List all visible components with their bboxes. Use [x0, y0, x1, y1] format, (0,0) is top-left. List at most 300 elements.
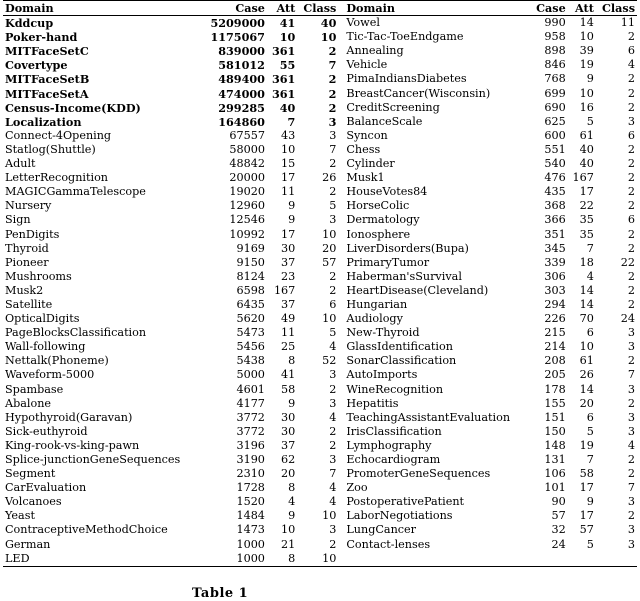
cell-att-right: 61: [579, 354, 594, 368]
cell-class-left: 10: [320, 30, 337, 45]
cell-att-right: 57: [579, 523, 594, 537]
cell-class-left: 6: [329, 297, 337, 311]
cell-att-left: 10: [281, 142, 296, 156]
cell-domain-right: GlassIdentification: [346, 340, 453, 354]
cell-class-right: 3: [627, 340, 635, 354]
cell-domain-right: Lymphography: [346, 438, 432, 452]
cell-class-right: 3: [627, 326, 635, 340]
cell-case-left: 9150: [236, 255, 265, 269]
cell-case-left: 839000: [218, 44, 265, 59]
cell-domain-left: CarEvaluation: [5, 481, 87, 495]
cell-domain-right: Echocardiogram: [346, 453, 441, 466]
cell-domain-left: Nursery: [5, 199, 52, 213]
cell-domain-right: Vowel: [346, 16, 380, 30]
cell-att-right: 61: [579, 128, 594, 142]
empty-cell: [596, 552, 637, 567]
header-case-right: Case: [536, 1, 566, 15]
cell-class-left: 40: [320, 16, 337, 31]
cell-domain-left: Localization: [5, 114, 82, 129]
cell-att-left: 21: [281, 537, 296, 551]
cell-class-left: 10: [322, 551, 337, 565]
cell-class-right: 6: [627, 128, 635, 142]
cell-domain-left: MITFaceSetC: [5, 44, 89, 59]
cell-case-left: 474000: [218, 86, 265, 101]
cell-att-left: 4: [288, 495, 296, 509]
cell-domain-right: HeartDisease(Cleveland): [346, 283, 489, 297]
table-row: [3, 326, 637, 340]
cell-domain-left: ContraceptiveMethodChoice: [5, 523, 168, 537]
cell-class-left: 2: [329, 269, 337, 283]
cell-att-right: 16: [579, 100, 594, 114]
cell-case-left: 5620: [236, 312, 265, 326]
table-row: [3, 383, 637, 397]
cell-domain-right: Vehicle: [346, 58, 388, 72]
cell-att-right: 40: [579, 157, 594, 171]
cell-att-right: 40: [579, 142, 594, 156]
cell-case-left: 6598: [236, 283, 265, 297]
cell-class-right: 2: [627, 241, 635, 255]
cell-case-right: 131: [544, 453, 566, 466]
cell-domain-left: Spambase: [5, 382, 64, 396]
cell-class-right: 2: [627, 86, 635, 100]
cell-domain-right: LungCancer: [346, 523, 417, 537]
table-row: [3, 552, 637, 567]
cell-att-right: 5: [586, 114, 594, 128]
cell-case-right: 32: [551, 523, 566, 537]
cell-case-right: 205: [544, 368, 566, 382]
cell-att-left: 20: [281, 467, 296, 481]
table-row: [3, 256, 637, 270]
table-row: [3, 30, 637, 44]
cell-class-left: 4: [329, 495, 337, 509]
table-caption: Table 1: [192, 586, 249, 601]
cell-case-right: 366: [544, 213, 566, 227]
cell-domain-left: Satellite: [5, 297, 53, 311]
cell-domain-left: OpticalDigits: [5, 312, 80, 326]
cell-domain-left: Pioneer: [5, 255, 49, 269]
cell-domain-left: Waveform-5000: [5, 368, 95, 382]
cell-att-left: 40: [279, 100, 296, 115]
cell-class-left: 4: [329, 410, 337, 424]
table-row: [3, 340, 637, 354]
cell-class-right: 6: [627, 213, 635, 227]
cell-class-left: 20: [322, 241, 337, 255]
cell-class-left: 5: [329, 199, 337, 213]
cell-case-left: 5000: [236, 368, 265, 382]
cell-domain-left: Sick-euthyroid: [5, 424, 88, 438]
cell-att-left: 9: [288, 509, 296, 523]
cell-class-right: 2: [627, 30, 635, 44]
cell-class-right: 2: [627, 227, 635, 241]
cell-class-left: 2: [329, 382, 337, 396]
table-row: [3, 411, 637, 425]
cell-att-left: 361: [271, 86, 296, 101]
cell-domain-left: Kddcup: [5, 16, 54, 31]
table-row: [3, 16, 637, 31]
cell-att-left: 11: [281, 326, 296, 340]
header-class-left: Class: [303, 1, 337, 15]
cell-att-left: 9: [288, 396, 296, 410]
cell-domain-right: PimaIndiansDiabetes: [346, 72, 467, 86]
cell-domain-left: Wall-following: [5, 340, 86, 354]
table-row: [3, 143, 637, 157]
table-row: [3, 228, 637, 242]
cell-att-left: 30: [281, 410, 296, 424]
cell-att-left: 9: [288, 213, 296, 227]
cell-att-left: 49: [281, 312, 296, 326]
cell-case-right: 150: [544, 424, 566, 438]
cell-att-right: 14: [579, 16, 594, 30]
cell-case-left: 299285: [218, 100, 265, 115]
cell-class-left: 5: [329, 326, 337, 340]
cell-class-right: 3: [627, 382, 635, 396]
table-row: [3, 185, 637, 199]
cell-att-right: 17: [579, 481, 594, 495]
cell-case-right: 600: [544, 128, 566, 142]
cell-domain-right: AutoImports: [346, 368, 418, 382]
table-row: [3, 44, 637, 58]
cell-domain-right: Annealing: [346, 44, 404, 58]
cell-class-right: 3: [627, 410, 635, 424]
cell-case-right: 101: [544, 481, 566, 495]
cell-class-left: 2: [329, 424, 337, 438]
cell-class-left: 4: [329, 340, 337, 354]
cell-case-left: 1520: [236, 495, 265, 509]
cell-domain-left: Abalone: [5, 396, 52, 410]
table-row: [3, 87, 637, 101]
table-row: [3, 481, 637, 495]
header-case-left: Case: [235, 1, 265, 15]
cell-att-right: 26: [579, 368, 594, 382]
header-domain-right: Domain: [346, 1, 395, 15]
cell-domain-left: Yeast: [5, 509, 35, 523]
cell-att-right: 4: [586, 269, 594, 283]
cell-att-left: 30: [281, 241, 296, 255]
cell-class-left: 3: [329, 213, 337, 227]
cell-domain-right: Ionosphere: [346, 227, 411, 241]
cell-att-left: 58: [281, 382, 296, 396]
cell-case-left: 1473: [236, 523, 265, 537]
cell-att-right: 10: [579, 30, 594, 44]
cell-domain-left: Splice-junctionGeneSequences: [5, 453, 181, 466]
cell-case-left: 1484: [236, 509, 265, 523]
cell-domain-right: Zoo: [346, 481, 368, 495]
cell-class-right: 2: [627, 72, 635, 86]
cell-case-right: 208: [544, 354, 566, 368]
cell-att-left: 37: [281, 438, 296, 452]
cell-case-left: 3772: [236, 424, 265, 438]
cell-case-right: 57: [551, 509, 566, 523]
datasets-table: [3, 0, 637, 567]
cell-case-right: 214: [544, 340, 566, 354]
cell-case-left: 9169: [236, 241, 265, 255]
cell-att-right: 70: [579, 312, 594, 326]
cell-class-left: 2: [329, 283, 337, 297]
cell-domain-left: LED: [5, 551, 30, 565]
cell-case-right: 846: [544, 58, 566, 72]
cell-att-right: 7: [586, 241, 594, 255]
cell-att-left: 62: [281, 453, 296, 466]
cell-case-right: 990: [544, 16, 566, 30]
cell-domain-right: HorseColic: [346, 199, 410, 213]
cell-domain-right: BreastCancer(Wisconsin): [346, 86, 491, 100]
cell-class-left: 7: [329, 142, 337, 156]
empty-cell: [568, 552, 596, 567]
cell-class-left: 26: [322, 171, 337, 185]
cell-class-right: 22: [620, 255, 635, 269]
cell-class-right: 3: [627, 424, 635, 438]
cell-class-left: 10: [322, 312, 337, 326]
cell-class-right: 3: [627, 114, 635, 128]
cell-att-right: 35: [579, 227, 594, 241]
cell-domain-right: CreditScreening: [346, 100, 440, 114]
cell-att-left: 15: [281, 157, 296, 171]
cell-domain-right: Musk1: [346, 171, 385, 185]
cell-att-right: 10: [579, 340, 594, 354]
cell-att-right: 167: [572, 171, 594, 185]
cell-att-left: 361: [271, 44, 296, 59]
cell-case-right: 690: [544, 100, 566, 114]
cell-domain-right: IrisClassification: [346, 424, 442, 438]
cell-domain-right: Syncon: [346, 128, 388, 142]
cell-class-left: 52: [322, 354, 337, 368]
cell-att-left: 361: [271, 72, 296, 87]
cell-att-left: 8: [288, 551, 296, 565]
cell-class-right: 2: [627, 396, 635, 410]
cell-case-left: 5438: [236, 354, 265, 368]
table-row: [3, 523, 637, 537]
cell-class-left: 2: [329, 157, 337, 171]
cell-case-right: 294: [544, 297, 566, 311]
cell-att-left: 41: [279, 16, 296, 31]
cell-att-right: 19: [579, 438, 594, 452]
cell-domain-right: Haberman'sSurvival: [346, 269, 462, 283]
cell-domain-left: Segment: [5, 467, 56, 481]
cell-class-right: 3: [627, 523, 635, 537]
cell-att-left: 23: [281, 269, 296, 283]
cell-case-right: 958: [544, 30, 566, 44]
cell-class-left: 7: [329, 467, 337, 481]
table-row: [3, 439, 637, 453]
table-row: [3, 397, 637, 411]
cell-case-right: 303: [544, 283, 566, 297]
cell-class-left: 3: [329, 523, 337, 537]
cell-class-right: 2: [627, 185, 635, 199]
cell-att-left: 43: [281, 128, 296, 142]
table-row: [3, 213, 637, 227]
header-row: [3, 1, 637, 16]
cell-class-right: 2: [627, 354, 635, 368]
cell-case-left: 67557: [229, 128, 265, 142]
cell-att-left: 30: [281, 424, 296, 438]
cell-class-right: 2: [627, 283, 635, 297]
cell-att-right: 9: [586, 72, 594, 86]
table-row: [3, 312, 637, 326]
cell-case-right: 178: [544, 382, 566, 396]
cell-case-left: 1000: [236, 537, 265, 551]
cell-domain-left: Mushrooms: [5, 269, 72, 283]
cell-att-left: 41: [281, 368, 296, 382]
cell-class-left: 7: [328, 58, 337, 73]
cell-att-left: 17: [281, 171, 296, 185]
cell-att-right: 22: [579, 199, 594, 213]
cell-case-right: 148: [544, 438, 566, 452]
cell-domain-left: Adult: [5, 157, 36, 171]
cell-att-left: 37: [281, 297, 296, 311]
cell-case-right: 435: [544, 185, 566, 199]
cell-class-left: 2: [328, 44, 337, 59]
table-row: [3, 284, 637, 298]
cell-att-left: 11: [281, 185, 296, 199]
table-row: [3, 115, 637, 129]
cell-case-right: 106: [544, 467, 566, 481]
cell-case-right: 351: [544, 227, 566, 241]
cell-class-right: 2: [627, 453, 635, 466]
cell-att-left: 8: [288, 354, 296, 368]
cell-att-right: 14: [579, 297, 594, 311]
cell-case-left: 5456: [236, 340, 265, 354]
empty-cell: [530, 552, 567, 567]
cell-class-left: 2: [329, 438, 337, 452]
cell-case-left: 3772: [236, 410, 265, 424]
cell-class-right: 3: [627, 537, 635, 551]
cell-class-right: 4: [627, 438, 635, 452]
cell-class-right: 2: [627, 171, 635, 185]
table-row: [3, 72, 637, 86]
cell-class-left: 4: [329, 481, 337, 495]
cell-case-left: 2310: [236, 467, 265, 481]
table-row: [3, 199, 637, 213]
cell-case-left: 1000: [236, 551, 265, 565]
cell-case-left: 1728: [236, 481, 265, 495]
cell-att-right: 17: [579, 509, 594, 523]
cell-domain-right: PrimaryTumor: [346, 255, 430, 269]
cell-att-left: 167: [273, 283, 296, 297]
table-row: [3, 129, 637, 143]
cell-class-left: 3: [329, 368, 337, 382]
table-row: [3, 509, 637, 523]
cell-class-right: 11: [620, 16, 635, 30]
cell-case-left: 4601: [236, 382, 265, 396]
cell-domain-right: Tic-Tac-ToeEndgame: [346, 30, 464, 44]
cell-att-right: 20: [579, 396, 594, 410]
cell-domain-left: Sign: [5, 213, 31, 227]
cell-domain-left: Nettalk(Phoneme): [5, 354, 109, 368]
cell-case-right: 151: [544, 410, 566, 424]
cell-case-left: 48842: [229, 157, 265, 171]
cell-domain-right: Cylinder: [346, 157, 395, 171]
cell-case-right: 476: [544, 171, 566, 185]
cell-domain-left: Covertype: [5, 58, 68, 73]
cell-class-left: 2: [329, 537, 337, 551]
cell-att-left: 37: [281, 255, 296, 269]
cell-class-left: 10: [322, 227, 337, 241]
cell-att-right: 14: [579, 382, 594, 396]
cell-class-right: 7: [627, 481, 635, 495]
table-row: [3, 453, 637, 467]
cell-domain-left: Volcanoes: [5, 495, 62, 509]
cell-domain-right: LaborNegotiations: [346, 509, 453, 523]
cell-case-right: 339: [544, 255, 566, 269]
cell-case-left: 489400: [218, 72, 265, 87]
cell-class-right: 6: [627, 44, 635, 58]
cell-class-left: 3: [328, 114, 337, 129]
cell-case-right: 368: [544, 199, 566, 213]
cell-domain-left: MITFaceSetB: [5, 72, 90, 87]
cell-domain-left: LetterRecognition: [5, 171, 109, 185]
cell-domain-left: PageBlocksClassification: [5, 326, 147, 340]
table-row: [3, 157, 637, 171]
cell-case-left: 6435: [236, 297, 265, 311]
cell-case-right: 345: [544, 241, 566, 255]
cell-case-right: 215: [544, 326, 566, 340]
cell-case-left: 3196: [236, 438, 265, 452]
table-row: [3, 242, 637, 256]
cell-domain-left: Thyroid: [5, 241, 49, 255]
cell-case-right: 24: [551, 537, 566, 551]
cell-att-left: 10: [281, 523, 296, 537]
cell-att-right: 5: [586, 537, 594, 551]
cell-att-right: 17: [579, 185, 594, 199]
table-row: [3, 270, 637, 284]
cell-case-right: 306: [544, 269, 566, 283]
cell-att-right: 58: [579, 467, 594, 481]
cell-att-right: 5: [586, 424, 594, 438]
cell-class-left: 2: [328, 100, 337, 115]
table-row: [3, 368, 637, 382]
cell-class-right: 2: [627, 199, 635, 213]
cell-domain-right: LiverDisorders(Bupa): [346, 241, 469, 255]
cell-case-right: 625: [544, 114, 566, 128]
cell-class-left: 57: [322, 255, 337, 269]
cell-class-right: 2: [627, 142, 635, 156]
table-row: [3, 425, 637, 439]
cell-case-left: 164860: [218, 114, 265, 129]
table-body: [3, 16, 637, 567]
cell-case-left: 4177: [236, 396, 265, 410]
cell-att-right: 19: [579, 58, 594, 72]
header-att-left: Att: [276, 1, 296, 15]
table-row: [3, 467, 637, 481]
cell-domain-right: BalanceScale: [346, 114, 423, 128]
cell-case-right: 90: [551, 495, 566, 509]
table-row: [3, 354, 637, 368]
table-row: [3, 298, 637, 312]
cell-att-left: 10: [279, 30, 296, 45]
cell-case-right: 540: [544, 157, 566, 171]
cell-class-right: 2: [627, 100, 635, 114]
cell-case-left: 5473: [236, 326, 265, 340]
table-row: [3, 171, 637, 185]
cell-case-left: 5209000: [210, 16, 265, 31]
cell-case-left: 581012: [218, 58, 265, 73]
header-domain-left: Domain: [5, 1, 54, 15]
cell-class-left: 3: [329, 396, 337, 410]
cell-domain-right: HouseVotes84: [346, 185, 428, 199]
table-row: [3, 58, 637, 72]
cell-case-right: 768: [544, 72, 566, 86]
cell-case-left: 3190: [236, 453, 265, 466]
cell-class-left: 2: [329, 185, 337, 199]
cell-att-left: 25: [281, 340, 296, 354]
cell-case-left: 12960: [229, 199, 265, 213]
cell-domain-left: Musk2: [5, 283, 44, 297]
cell-att-right: 6: [586, 326, 594, 340]
cell-domain-right: SonarClassification: [346, 354, 457, 368]
cell-domain-left: Hypothyroid(Garavan): [5, 410, 133, 424]
cell-domain-right: Audiology: [346, 312, 403, 326]
cell-domain-left: Statlog(Shuttle): [5, 142, 96, 156]
